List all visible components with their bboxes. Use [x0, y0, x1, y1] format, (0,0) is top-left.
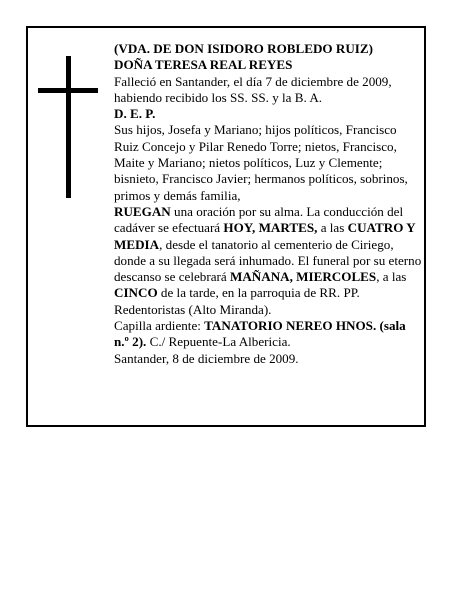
- ruegan-word: RUEGAN: [114, 203, 171, 219]
- dep-line: D. E. P.: [114, 106, 156, 122]
- notice-text: [114, 41, 422, 367]
- today-text: HOY, MARTES,: [223, 220, 318, 236]
- family-paragraph: Sus hijos, Josefa y Mariano; hijos políticos, Francisco Ruiz Concejo y Pilar Renedo Torre; nietos, Francisco, Maite y Mariano; nietos políticos, Luz y Clemente; bisnieto, Francisco Javier; hermanos políticos, sobrinos, primos y demás familia,: [114, 122, 408, 203]
- cross-horizontal-bar: [38, 88, 98, 93]
- cross-vertical-bar: [66, 56, 71, 198]
- funeral-paragraph: RUEGAN una oración por su alma. La conducción del cadáver se efectuará HOY, MARTES, a las CUATRO Y MEDIA, desde el tanatorio al cementerio de Ciriego, donde a su llegada será inhumado. El funeral por su eterno descanso se celebrará MAÑANA, MIERCOLES, a las CINCO de la tarde, en la parroquia de RR. PP. Redentoristas (Alto Miranda).: [114, 203, 422, 317]
- death-line: Falleció en Santander, el día 7 de diciembre de 2009, habiendo recibido los SS. SS. y la B. A.: [114, 73, 392, 105]
- chapel-place: TANATORIO NEREO HNOS. (sala n.º 2).: [114, 318, 406, 350]
- latin-cross-icon: [38, 56, 98, 198]
- tomorrow-text: MAÑANA, MIERCOLES: [229, 269, 377, 285]
- time-tomorrow: CINCO: [114, 285, 158, 301]
- deceased-name: DOÑA TERESA REAL REYES: [114, 57, 293, 73]
- chapel-line: Capilla ardiente: TANATORIO NEREO HNOS. (sala n.º 2). C./ Repuente-La Albericia.: [114, 318, 406, 350]
- time-today: CUATRO Y MEDIA: [114, 220, 416, 252]
- date-line: Santander, 8 de diciembre de 2009.: [114, 350, 299, 366]
- obituary-notice: [26, 26, 426, 427]
- widow-line: (VDA. DE DON ISIDORO ROBLEDO RUIZ): [114, 41, 373, 56]
